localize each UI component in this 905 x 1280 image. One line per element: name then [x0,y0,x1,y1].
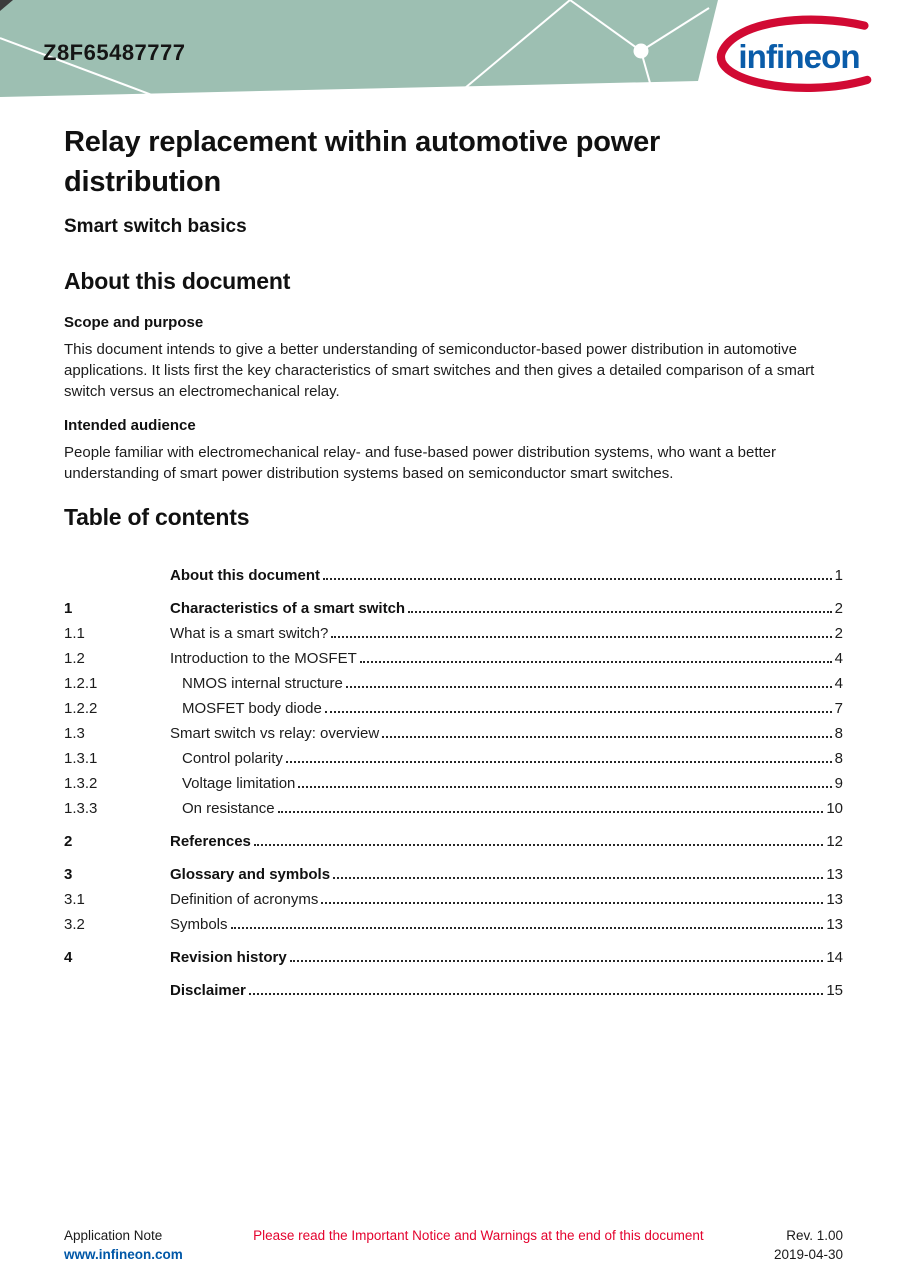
toc-dot-leader [325,711,832,713]
page-subtitle: Smart switch basics [64,216,247,237]
toc-entry-title: About this document [170,567,320,585]
toc-row[interactable] [64,563,843,588]
toc-entry-number: 1.1 [64,625,85,643]
footer-doc-type: Application Note [64,1228,163,1243]
toc-entry-number: 2 [64,833,73,851]
toc-entry-page: 13 [826,866,843,884]
audience-paragraph: People familiar with electromechanical relay- and fuse-based power distribution systems, who want a better understanding of smart power distribution systems based on semiconductor smart switches. [64,444,777,483]
toc-dot-leader [321,902,823,904]
toc-row[interactable] [64,621,843,646]
toc-entry-number: 3.2 [64,916,85,934]
toc-entry-page: 2 [834,625,843,643]
toc-row[interactable] [64,862,843,887]
toc-entry-title: On resistance [182,800,275,818]
toc-entry-page: 4 [834,650,843,668]
toc-entry-title: Glossary and symbols [170,866,331,884]
toc-dot-leader [286,761,832,763]
toc-row[interactable] [64,721,843,746]
about-heading: About this document [64,268,291,294]
toc-entry-title: References [170,833,251,851]
toc-entry-title: Introduction to the MOSFET [170,650,357,668]
toc-dot-leader [254,844,823,846]
toc-row[interactable] [64,796,843,821]
toc-row[interactable] [64,746,843,771]
toc-dot-leader [382,736,831,738]
toc-dot-leader [290,960,824,962]
footer-date: 2019-04-30 [773,1247,843,1262]
toc-dot-leader [333,877,823,879]
toc-dot-leader [323,578,832,580]
toc-entry-number: 1.3 [64,725,85,743]
toc-dot-leader [298,786,831,788]
toc-entry-page: 2 [834,600,843,618]
toc-entry-title: Revision history [170,949,287,967]
toc-row[interactable] [64,671,843,696]
scope-heading: Scope and purpose [64,314,204,332]
toc-entry-number: 1.2.1 [64,675,98,693]
footer-notice: Please read the Important Notice and Warnings at the end of this document [253,1228,704,1243]
banner-node-dot [634,44,649,59]
toc-entry-page: 13 [826,891,843,909]
toc-entry-page: 15 [826,982,843,1000]
toc-dot-leader [331,636,831,638]
toc-row[interactable] [64,912,843,937]
toc-entry-title: Definition of acronyms [170,891,319,909]
logo-wordmark: infineon [738,38,860,76]
toc-dot-leader [249,993,823,995]
toc-row[interactable] [64,978,843,1003]
toc-entry-title: Symbols [170,916,228,934]
toc-entry-title: Control polarity [182,750,283,768]
toc-entry-number: 1.3.2 [64,775,98,793]
toc-entry-page: 13 [826,916,843,934]
infineon-website-link[interactable]: www.infineon.com [64,1247,183,1262]
footer-right [774,1226,843,1264]
toc-entry-number: 1.3.1 [64,750,98,768]
toc-entry-page: 8 [834,725,843,743]
page-content [64,97,843,1003]
toc-entry-number: 1.2.2 [64,700,98,718]
toc-dot-leader [408,611,832,613]
document-number: Z8F65487777 [43,40,186,65]
toc-entry-number: 4 [64,949,73,967]
toc-list [64,563,843,1003]
toc-entry-page: 14 [826,949,843,967]
toc-entry-page: 12 [826,833,843,851]
audience-heading: Intended audience [64,417,196,435]
toc-entry-number: 1.2 [64,650,85,668]
toc-entry-page: 8 [834,750,843,768]
toc-dot-leader [231,927,824,929]
toc-entry-page: 7 [834,700,843,718]
toc-row[interactable] [64,646,843,671]
page-footer [64,1226,843,1264]
toc-entry-title: What is a smart switch? [170,625,329,643]
toc-entry-number: 3 [64,866,73,884]
toc-entry-page: 1 [834,567,843,585]
toc-dot-leader [360,661,832,663]
toc-entry-number: 1.3.3 [64,800,98,818]
footer-revision: Rev. 1.00 [786,1228,843,1243]
toc-entry-title: NMOS internal structure [182,675,343,693]
toc-entry-number: 1 [64,600,73,618]
toc-row[interactable] [64,771,843,796]
page-title: Relay replacement within automotive power distribution [64,126,661,198]
toc-entry-title: Disclaimer [170,982,246,1000]
toc-row[interactable] [64,596,843,621]
toc-row[interactable] [64,829,843,854]
toc-row[interactable] [64,887,843,912]
toc-row[interactable] [64,945,843,970]
toc-entry-title: MOSFET body diode [182,700,322,718]
toc-entry-title: Characteristics of a smart switch [170,600,406,618]
toc-entry-title: Voltage limitation [182,775,296,793]
toc-dot-leader [278,811,824,813]
toc-entry-page: 9 [834,775,843,793]
toc-dot-leader [346,686,832,688]
infineon-logo [708,10,892,102]
toc-entry-title: Smart switch vs relay: overview [170,725,380,743]
toc-row[interactable] [64,696,843,721]
toc-entry-page: 4 [834,675,843,693]
toc-entry-number: 3.1 [64,891,85,909]
toc-heading: Table of contents [64,504,250,531]
toc-entry-page: 10 [826,800,843,818]
footer-left [64,1226,183,1264]
scope-paragraph: This document intends to give a better understanding of semiconductor-based power distribution in automotive applications. It lists first the key characteristics of smart switches and then gives a detailed comparison of a smart switch versus an electromechanical relay. [64,341,815,401]
